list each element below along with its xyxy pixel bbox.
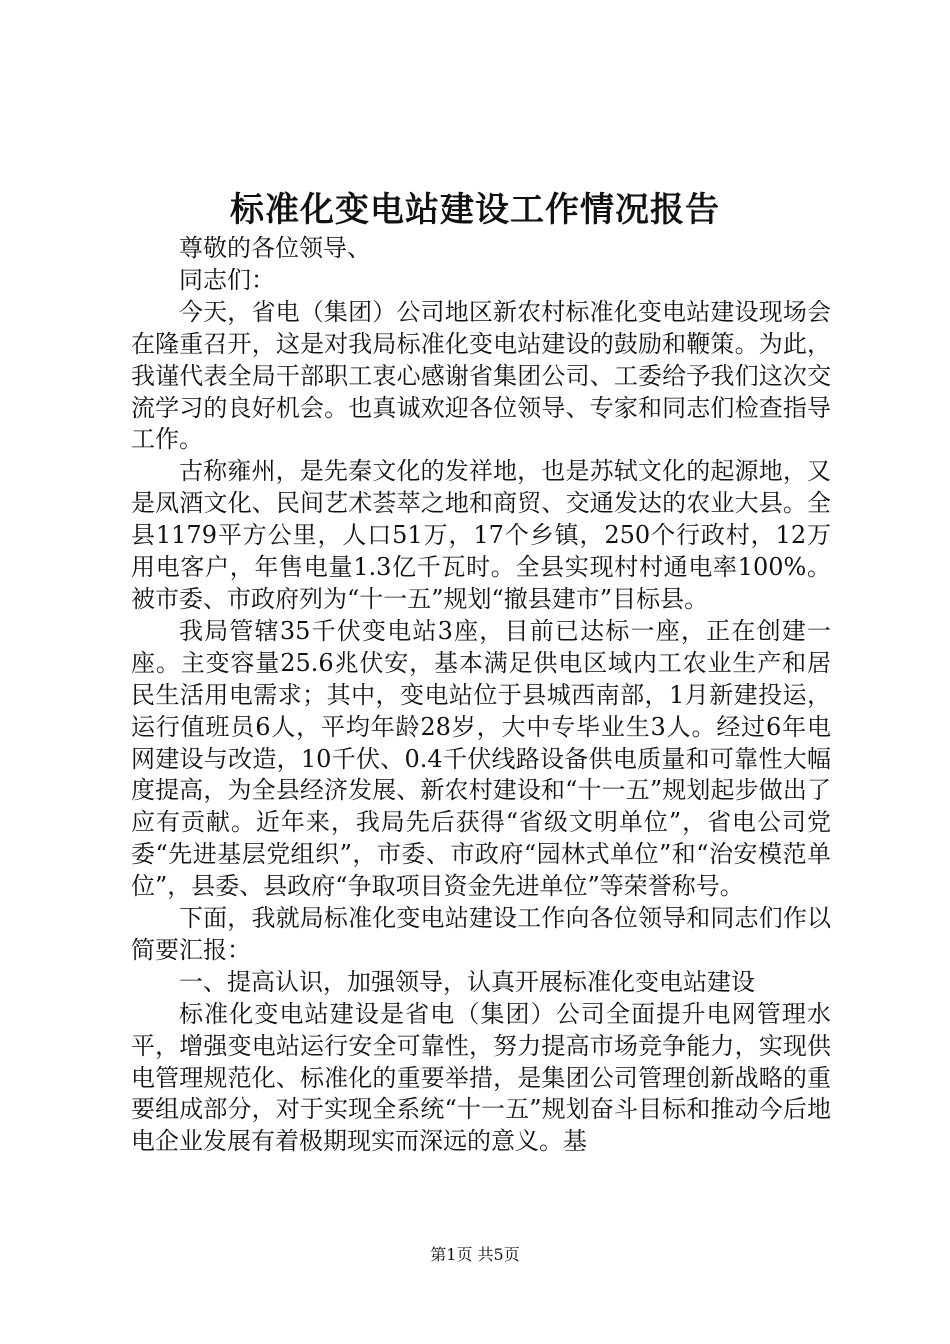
document-title: 标准化变电站建设工作情况报告 <box>230 190 720 230</box>
section-heading-1: 一、提高认识，加强领导，认真开展标准化变电站建设 <box>179 967 755 996</box>
salutation-line-2: 同志们： <box>179 265 275 294</box>
paragraph-opening: 今天，省电（集团）公司地区新农村标准化变电站建设现场会在隆重召开，这是对我局标准化变电站建设的鼓励和鞭策。为此，我谨代表全局干部职工衷心感谢省集团公司、工委给予我们这次交流学习的良好机会。也真诚欢迎各位领导、专家和同志们检查指导工作。 <box>131 297 831 454</box>
paragraph-section-1: 标准化变电站建设是省电（集团）公司全面提升电网管理水平，增强变电站运行安全可靠性，努力提高市场竞争能力，实现供电管理规范化、标准化的重要举措，是集团公司管理创新战略的重要组成部分，对于实现全系统“十一五”规划奋斗目标和推动今后地电企业发展有着极期现实而深远的意义。基 <box>131 999 831 1156</box>
document-body <box>131 233 831 1158</box>
paragraph-report-intro: 下面，我就局标准化变电站建设工作向各位领导和同志们作以简要汇报： <box>131 904 831 964</box>
salutation-line-1: 尊敬的各位领导、 <box>179 234 371 262</box>
paragraph-county-overview: 古称雍州，是先秦文化的发祥地，也是苏轼文化的起源地，又是凤酒文化、民间艺术荟萃之地和商贸、交通发达的农业大县。全县1179平方公里，人口51万，17个乡镇，250个行政村，12万用电客户，年售电量1.3亿千瓦时。全县实现村村通电率100%。被市委、市政府列为“十一五”规划“撤县建市”目标县。 <box>131 457 831 613</box>
paragraph-bureau-overview: 我局管辖35千伏变电站3座，目前已达标一座，正在创建一座。主变容量25.6兆伏安，基本满足供电区域内工农业生产和居民生活用电需求；其中，变电站位于县城西南部，1月新建投运，运行值班员6人，平均年龄28岁，大中专毕业生3人。经过6年电网建设与改造，10千伏、0.4千伏线路设备供电质量和可靠性大幅度提高，为全县经济发展、新农村建设和“十一五”规划起步做出了应有贡献。近年来，我局先后获得“省级文明单位”，省电公司党委“先进基层党组织”，市委、市政府“园林式单位”和“治安模范单位”，县委、县政府“争取项目资金先进单位”等荣誉称号。 <box>131 616 831 901</box>
page-footer: 第1页 共5页 <box>430 1245 520 1264</box>
